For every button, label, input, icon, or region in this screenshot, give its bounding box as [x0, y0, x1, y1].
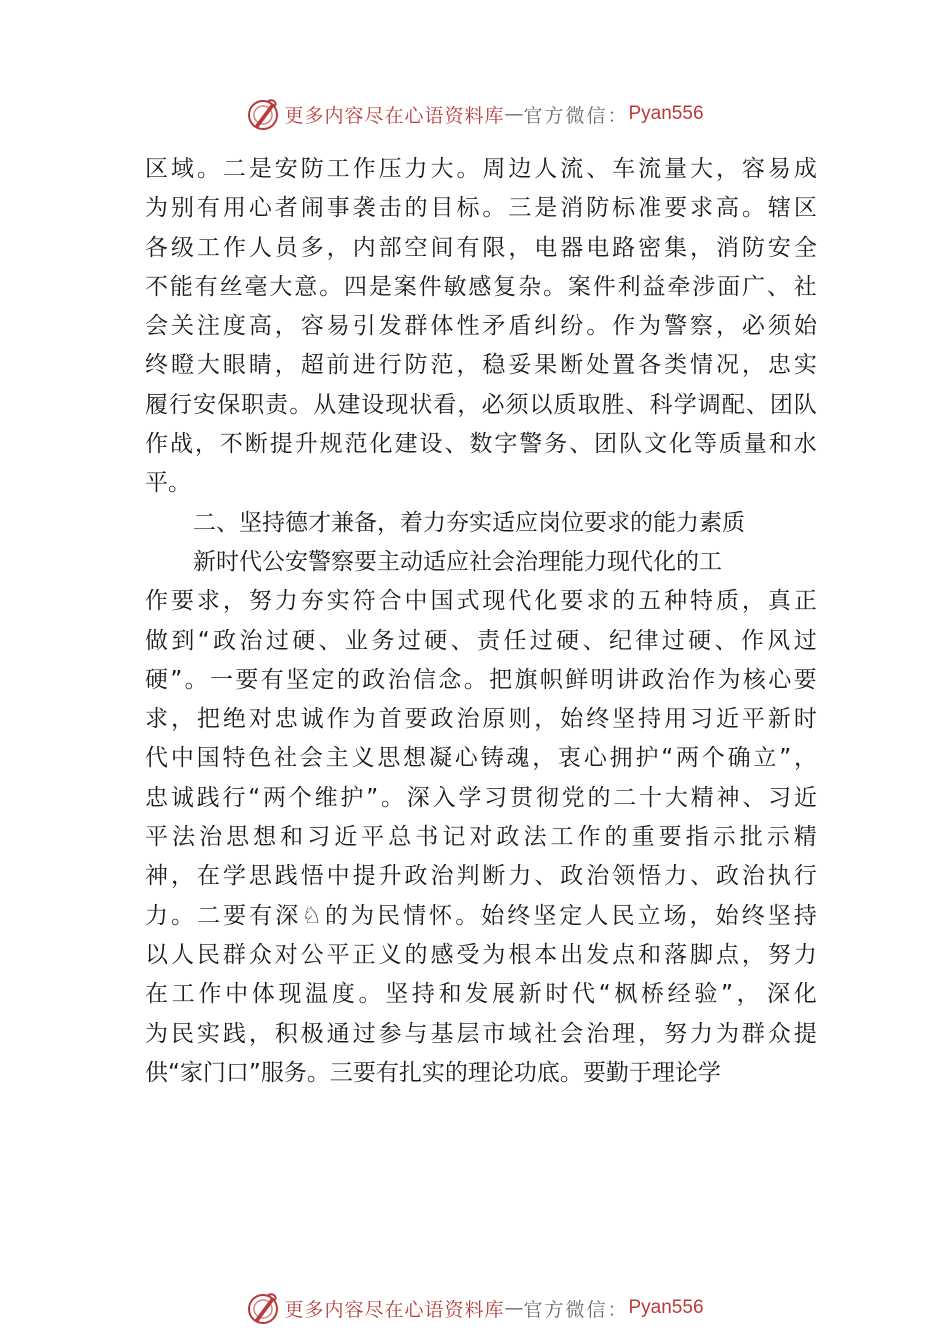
section-heading: 二、坚持德才兼备，着力夯实适应岗位要求的能力素质: [193, 509, 745, 536]
text-line: 硬 ” 。 一 要 有 坚 定 的 政 治 信 念 。 把 旗 帜 鲜 明 讲 政 治 作 为 核 心 要: [145, 666, 817, 693]
text-line: 以 人 民 群 众 对 公 平 正 义 的 感 受 为 根 本 出 发 点 和 落 脚 点 ， 努 力: [145, 941, 817, 968]
wechat-id: Pyan556: [628, 1297, 704, 1318]
text-line: 供“家门口”服务。三要有扎实的理论功底。要勤于理论学: [145, 1059, 721, 1086]
banner-separator: —: [504, 103, 524, 125]
wechat-label: 官方微信：: [523, 104, 629, 127]
text-line: 力 。 二 要 有 深 ♘ 的 为 民 情 怀 。 始 终 坚 定 人 民 立 场 ， 始 终 坚 持: [145, 902, 817, 929]
text-line: 做 到 “ 政 治 过 硬 、 业 务 过 硬 、 责 任 过 硬 、 纪 律 过 硬 、 作 风 过: [145, 627, 817, 654]
text-line: 作 战 ， 不 断 提 升 规 范 化 建 设 、 数 字 警 务 、 团 队 文 化 等 质 量 和 水: [145, 431, 817, 458]
text-line: 神 ， 在 学 思 践 悟 中 提 升 政 治 判 断 力 、 政 治 领 悟 力 、 政 治 执 行: [145, 863, 817, 890]
header-banner: [0, 94, 950, 134]
text-line: 区 域 。 二 是 安 防 工 作 压 力 大 。 周 边 人 流 、 车 流 量 大 ， 容 易 成: [145, 156, 817, 182]
text-line: 代 中 国 特 色 社 会 主 义 思 想 凝 心 铸 魂 ， 衷 心 拥 护 “ 两 个 确 立 ” ，: [145, 745, 817, 772]
text-line: 忠 诚 践 行 “ 两 个 维 护 ” 。 深 入 学 习 贯 彻 党 的 二 十 大 精 神 、 习 近: [145, 784, 817, 811]
text-line: 在 工 作 中 体 现 温 度 。 坚 持 和 发 展 新 时 代 “ 枫 桥 经 验 ” ， 深 化: [145, 981, 817, 1008]
text-line: 平 法 治 思 想 和 习 近 平 总 书 记 对 政 法 工 作 的 重 要 指 示 批 示 精: [145, 824, 817, 851]
banner-separator: —: [504, 1297, 524, 1319]
wechat-label: 官方微信：: [523, 1298, 629, 1321]
document-body: [145, 150, 817, 1093]
text-line: 作 要 求 ， 努 力 夯 实 符 合 中 国 式 现 代 化 要 求 的 五 种 特 质 ， 真 正: [145, 588, 817, 615]
text-line: 不 能 有 丝 毫 大 意 。 四 是 案 件 敏 感 复 杂 。 案 件 利 益 牵 涉 面 广 、 社: [145, 273, 817, 300]
footer-banner: [0, 1288, 950, 1328]
text-line: 各 级 工 作 人 员 多 ， 内 部 空 间 有 限 ， 电 器 电 路 密 集 ， 消 防 安 全: [145, 234, 817, 261]
brand-text: 更多内容尽在心语资料库: [284, 104, 505, 127]
text-line: 会 关 注 度 高 ， 容 易 引 发 群 体 性 矛 盾 纠 纷 。 作 为 警 察 ， 必 须 始: [145, 313, 817, 340]
brand-text: 更多内容尽在心语资料库: [284, 1298, 505, 1321]
text-line: 终 瞪 大 眼 睛 ， 超 前 进 行 防 范 ， 稳 妥 果 断 处 置 各 类 情 况 ， 忠 实: [145, 352, 817, 379]
text-line: 求 ， 把 绝 对 忠 诚 作 为 首 要 政 治 原 则 ， 始 终 坚 持 用 习 近 平 新 时: [145, 706, 817, 733]
text-line: 为 民 实 践 ， 积 极 通 过 参 与 基 层 市 域 社 会 治 理 ， 努 力 为 群 众 提: [145, 1020, 817, 1047]
text-line: 为 别 有 用 心 者 闹 事 袭 击 的 目 标 。 三 是 消 防 标 准 要 求 高 。 辖 区: [145, 195, 817, 222]
wechat-id: Pyan556: [628, 103, 704, 124]
text-line: 履 行 安 保 职 责 。 从 建 设 现 状 看 ， 必 须 以 质 取 胜 、 科 学 调 配 、 团 队: [145, 391, 817, 418]
quill-logo-icon: [246, 1291, 280, 1325]
text-line: 平。: [145, 470, 191, 497]
text-line: 新时代公安警察要主动适应社会治理能力现代化的工: [193, 548, 722, 575]
quill-logo-icon: [246, 97, 280, 131]
